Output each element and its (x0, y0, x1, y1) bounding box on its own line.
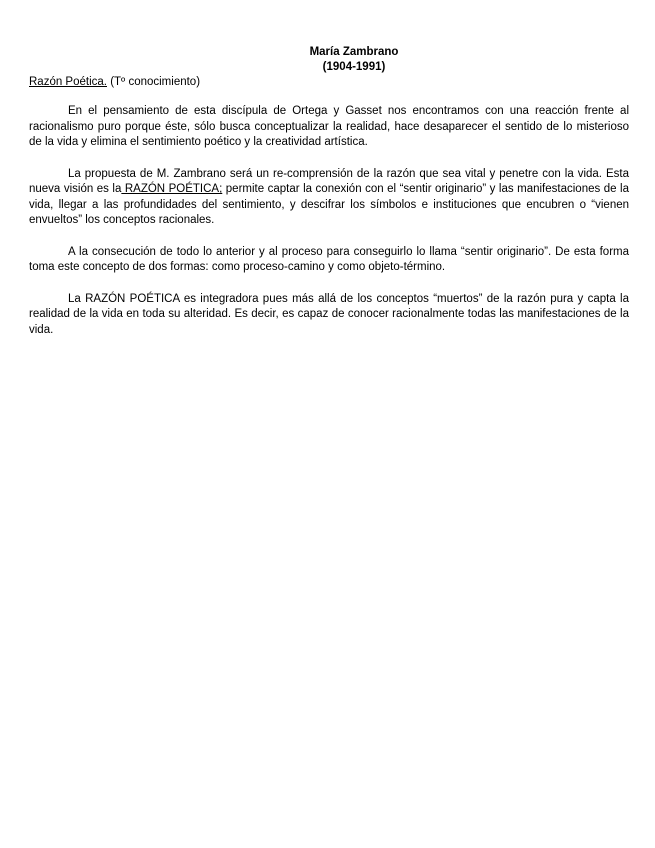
paragraph-2-end: permite captar la conexión con el “sentir originario” y las manifestaciones de la vida, llegar a las profundidades del sentimiento, y descifrar los símbolos e instituciones que encubren o “vienen envueltos” los conceptos racionales. (29, 183, 629, 226)
subtitle-topic: Razón Poética. (29, 76, 107, 88)
author-name: María Zambrano (309, 46, 399, 58)
paragraph-2 (29, 167, 629, 229)
subtitle-note: (Tº conocimiento) (107, 76, 201, 88)
paragraph-2-start: La propuesta de M. Zambrano será un re-comprensión de la razón que sea vital y penetre con la vida. Esta nueva visión es la (29, 167, 629, 195)
paragraph-4: La RAZÓN POÉTICA es integradora pues más allá de los conceptos “muertos” de la razón pura y capta la realidad de la vida en toda su alteridad. Es decir, es capaz de conocer racionalmente todas las manifestaciones de la vida. (29, 292, 629, 336)
paragraph-1: En el pensamiento de esta discípula de Ortega y Gasset nos encontramos con una reacción frente al racionalismo puro porque éste, sólo busca conceptualizar la realidad, hace desaparecer el sentido de lo misterioso de la vida y elimina el sentimiento poético y la creatividad artística. (29, 105, 629, 148)
subtitle (29, 75, 629, 90)
razon-poetica-underlined: RAZÓN POÉTICA; (121, 183, 223, 195)
author-years: (1904-1991) (322, 61, 386, 73)
paragraph-3: A la consecución de todo lo anterior y al proceso para conseguirlo lo llama “sentir originario”. De esta forma toma este concepto de dos formas: como proceso-camino y como objeto-término. (29, 245, 629, 273)
document-page (29, 45, 629, 354)
